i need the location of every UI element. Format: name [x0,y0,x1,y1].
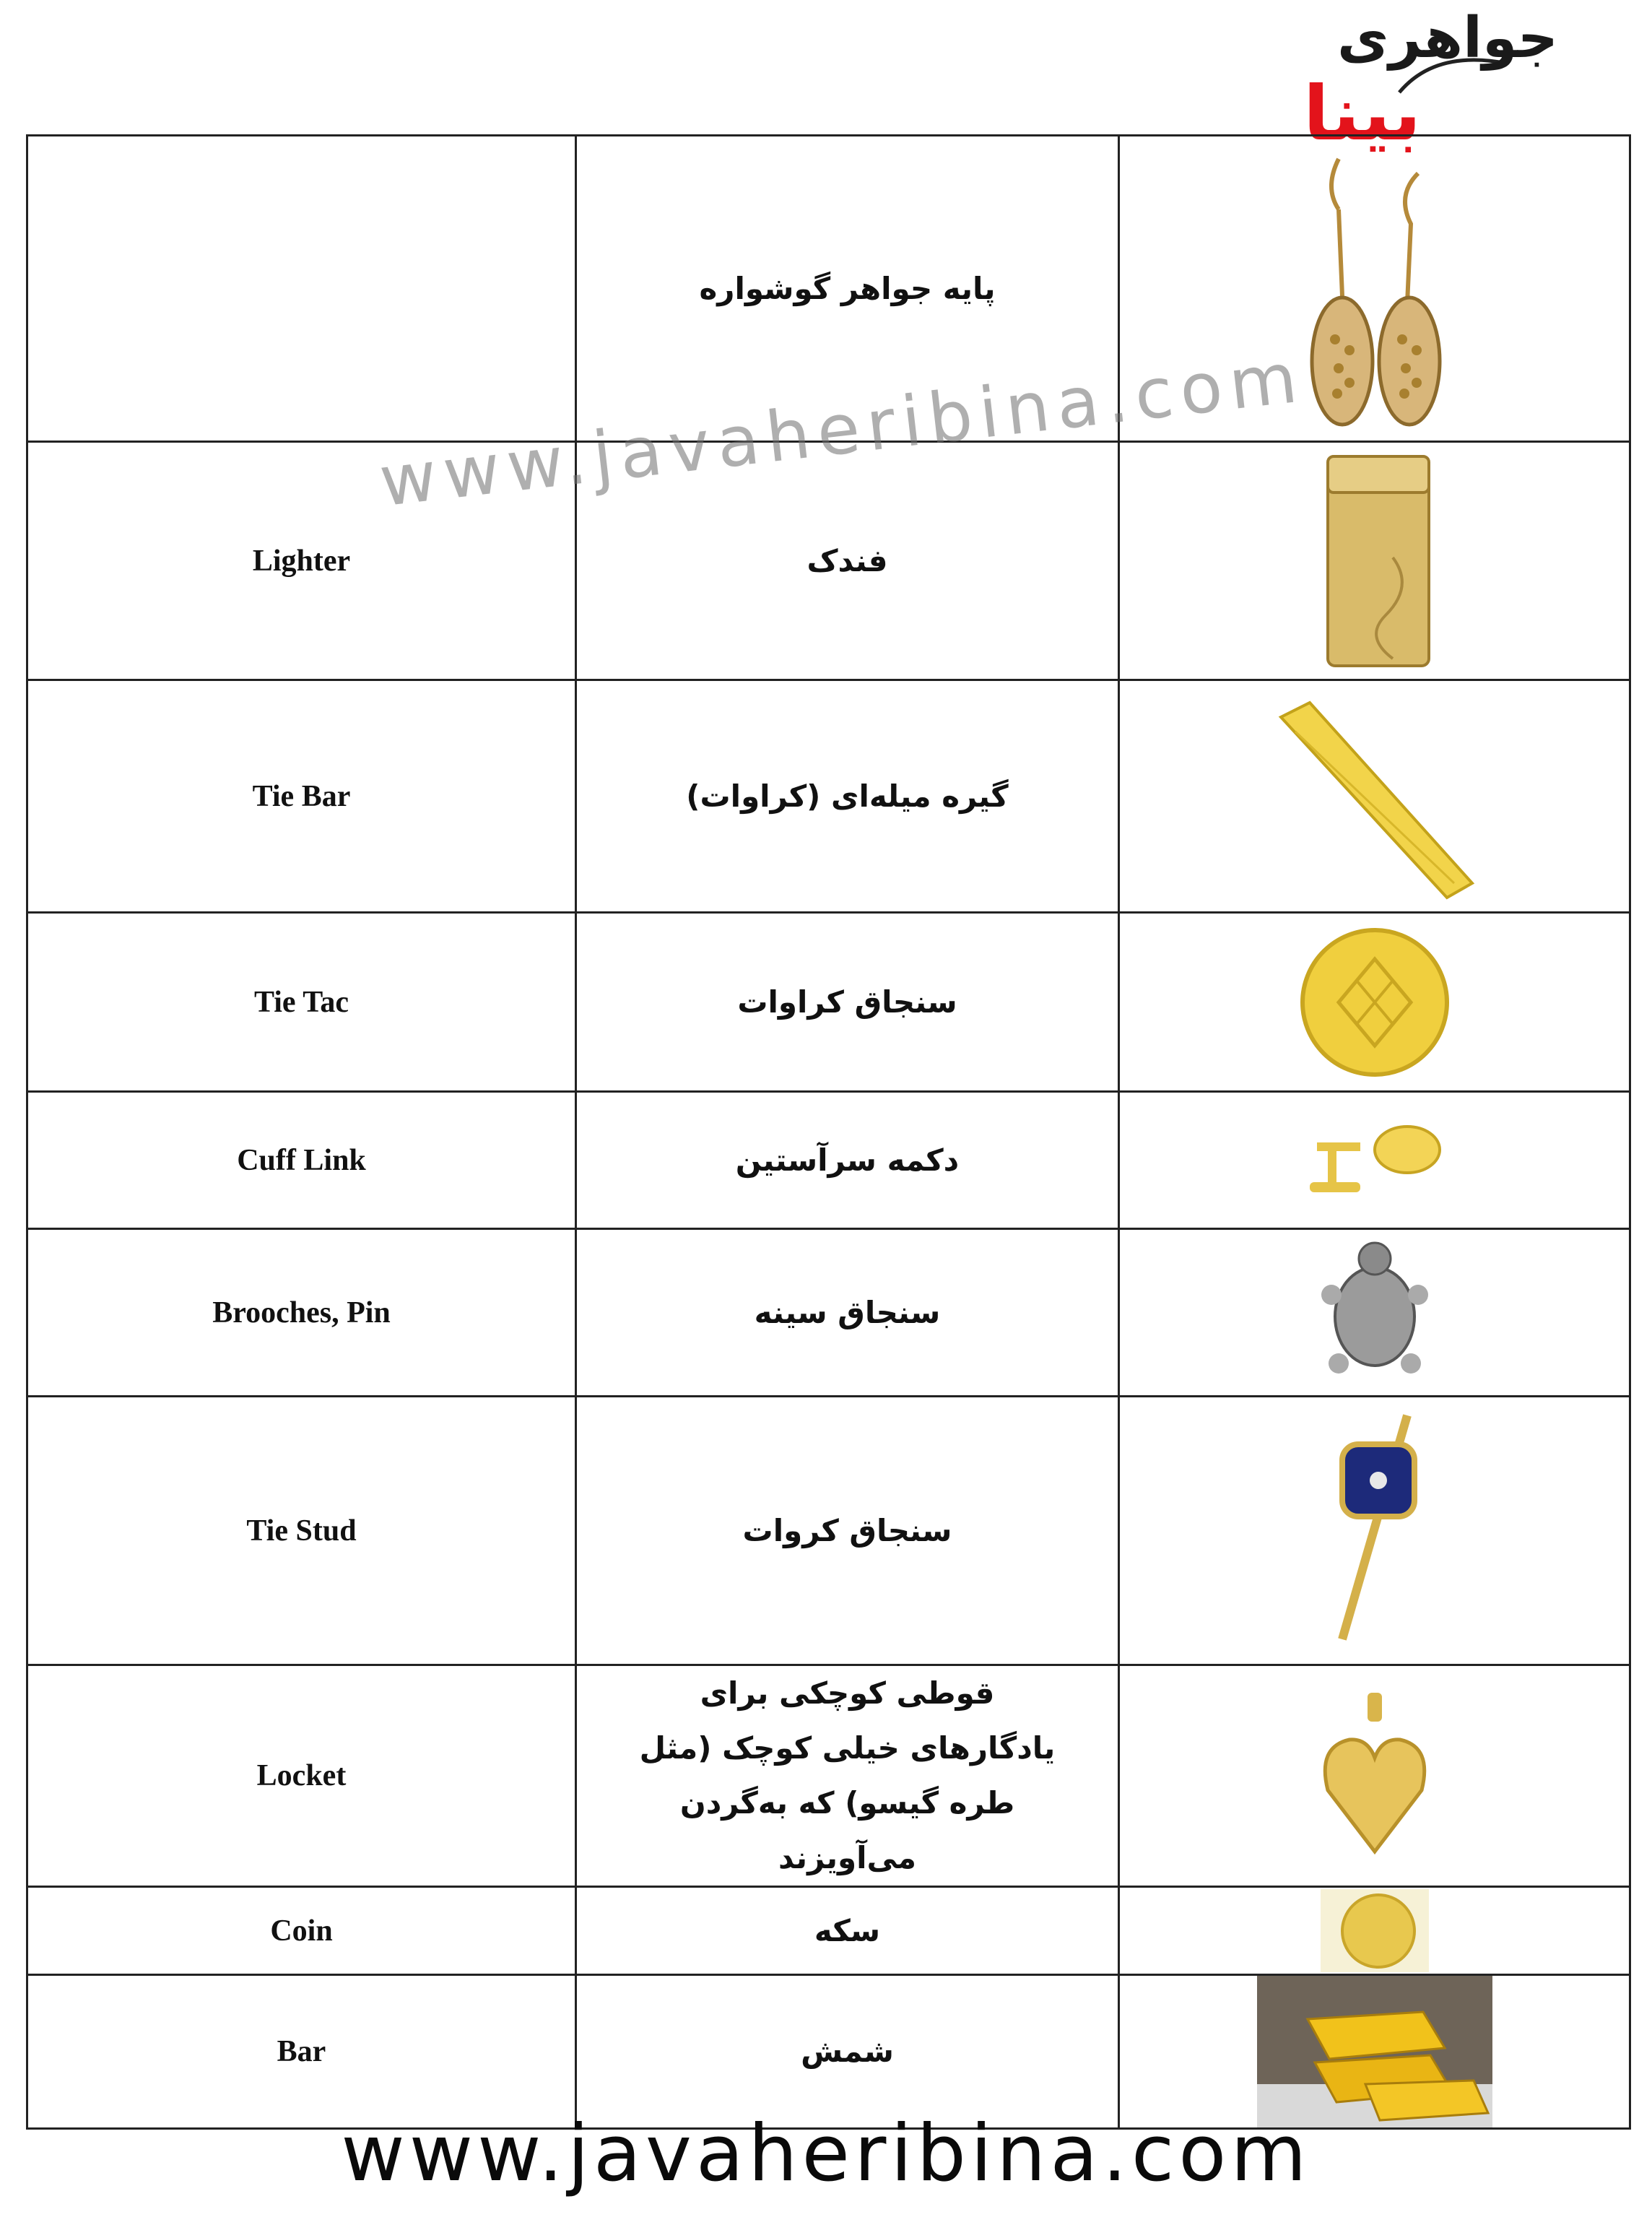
english-term [27,136,576,442]
item-image-cell [1119,680,1630,913]
item-image-cell [1119,913,1630,1092]
table-row [27,1229,1630,1397]
cuff-link-image [1306,1117,1443,1204]
footer-url: www.javaheribina.com [341,2109,1311,2199]
gold-bar-image [1257,1976,1492,2127]
tie-tac-image [1295,923,1454,1082]
table-row [27,442,1630,680]
persian-term: فندک [576,442,1119,680]
persian-term: دکمه سرآستین [576,1092,1119,1229]
item-image-cell [1119,1229,1630,1397]
earring-setting-image [1288,144,1461,433]
persian-term: قوطی کوچکی برای یادگارهای خیلی کوچک (مثل طره گیسو) که به‌گردن می‌آویزند [576,1665,1119,1887]
english-term: Coin [27,1887,576,1975]
lighter-image [1313,449,1436,673]
table-row [27,680,1630,913]
item-image-cell [1119,1092,1630,1229]
brooch-image [1313,1237,1436,1389]
watermark-url: www.javaheribina.com [375,337,1308,523]
item-image-cell [1119,1887,1630,1975]
english-term: Brooches, Pin [27,1229,576,1397]
english-term: Lighter [27,442,576,680]
item-image-cell [1119,1397,1630,1665]
table-row [27,1975,1630,2129]
english-term: Locket [27,1665,576,1887]
persian-term: پایه جواهر گوشواره [576,136,1119,442]
logo-brand-text: بینا [1303,69,1421,157]
logo-script-text: جواهری [1337,6,1558,71]
persian-term: سنجاق کروات [576,1397,1119,1665]
tie-stud-image [1313,1408,1436,1654]
coin-image [1321,1889,1429,1972]
table-row [27,1665,1630,1887]
english-term: Tie Stud [27,1397,576,1665]
persian-term: سنجاق کراوات [576,913,1119,1092]
persian-term: سکه [576,1887,1119,1975]
item-image-cell [1119,1665,1630,1887]
english-term: Tie Bar [27,680,576,913]
english-term: Bar [27,1975,576,2129]
item-image-cell [1119,442,1630,680]
item-image-cell [1119,1975,1630,2129]
english-term: Cuff Link [27,1092,576,1229]
table-row [27,913,1630,1092]
table-row [27,1887,1630,1975]
english-term: Tie Tac [27,913,576,1092]
table-row [27,1092,1630,1229]
tie-bar-image [1266,688,1483,905]
persian-term: شمش [576,1975,1119,2129]
table-row [27,1397,1630,1665]
persian-term: گیره میله‌ای (کراوات) [576,680,1119,913]
locket-image [1317,1689,1433,1862]
persian-term: سنجاق سینه [576,1229,1119,1397]
